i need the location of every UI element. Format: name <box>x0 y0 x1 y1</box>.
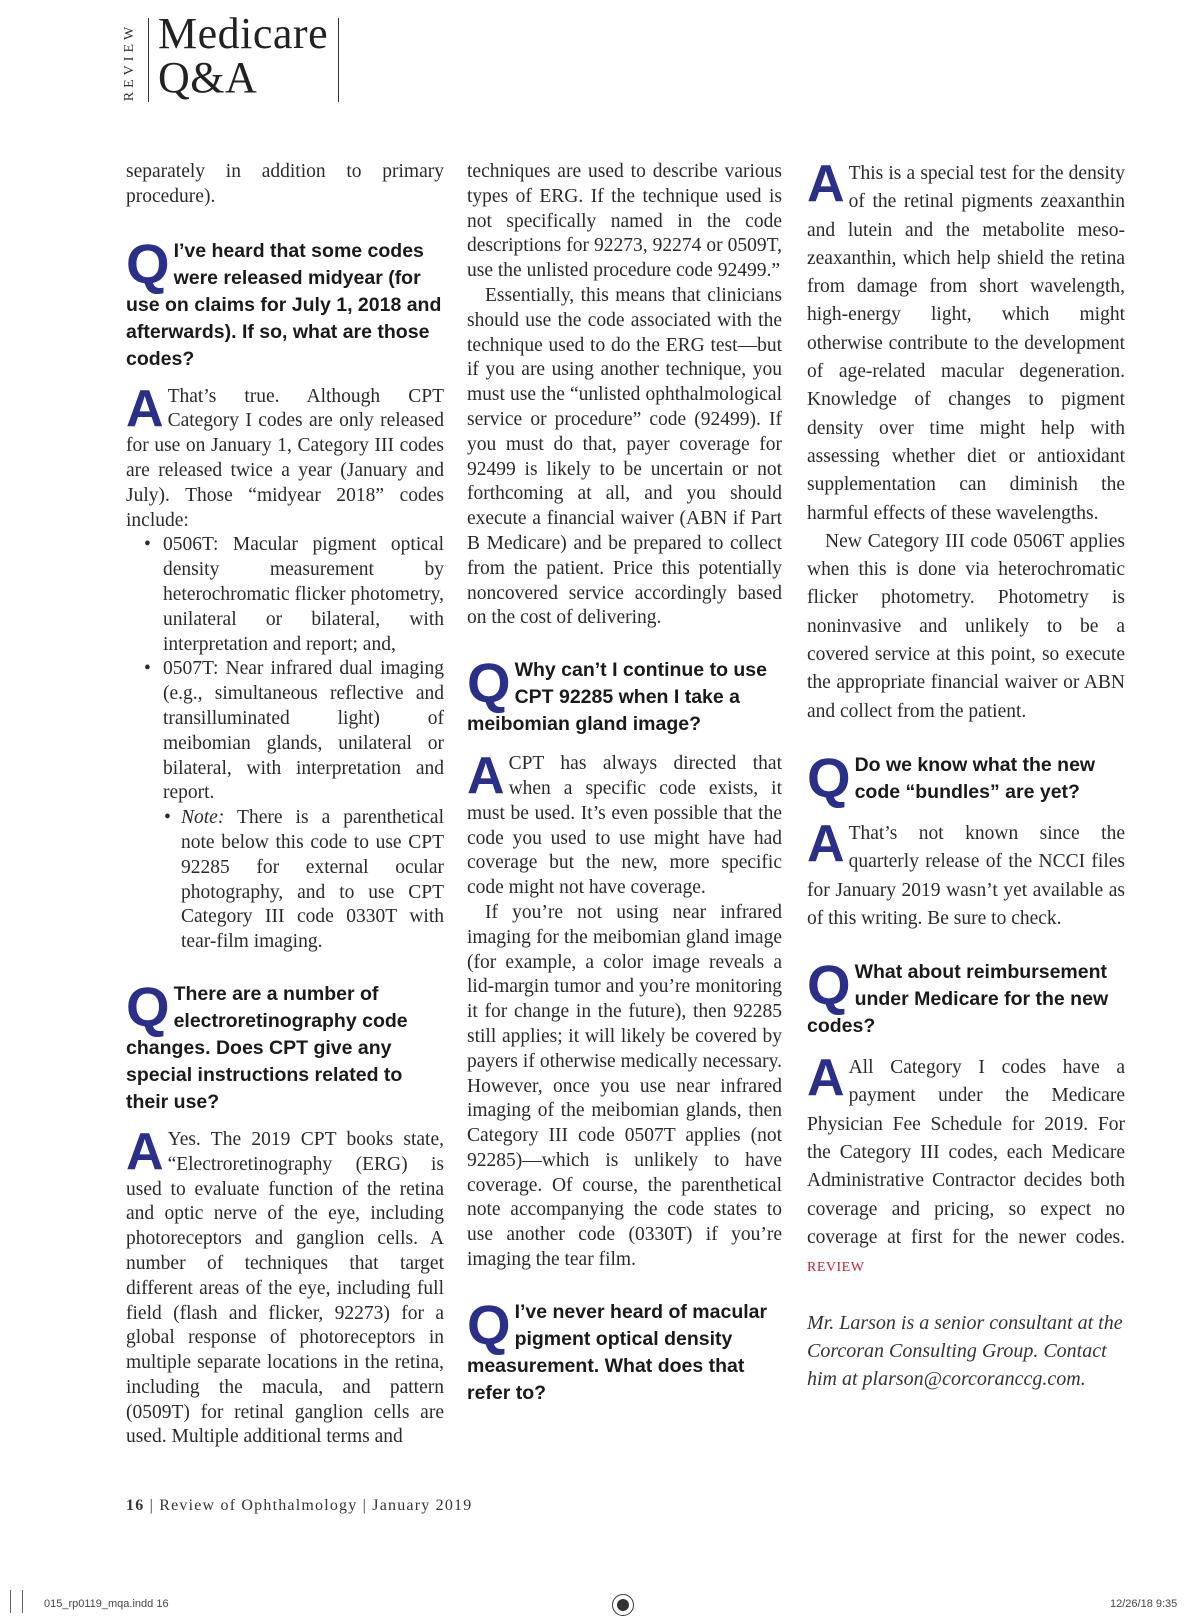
answer-text: That’s true. Although CPT Category I codes are only released for use on January 1, Category III codes are released twice a year (January and July). Those “midyear 2018” codes include: <box>126 385 444 531</box>
question-text: What about reimbursement under Medicare for the new codes? <box>807 961 1109 1038</box>
answer-drop-cap: A <box>807 1049 845 1108</box>
answer-drop-cap: A <box>126 1122 164 1181</box>
bullet-icon: • <box>164 807 171 829</box>
answer-5 <box>807 814 1125 933</box>
page-footer <box>126 1497 472 1515</box>
question-drop-cap: Q <box>467 1292 511 1356</box>
column-3 <box>807 155 1125 1393</box>
question-2 <box>126 974 444 1116</box>
print-slug-date: 12/26/18 9:35 <box>1110 1598 1178 1610</box>
print-slug-file: 015_rp0119_mqa.indd 16 <box>44 1598 169 1610</box>
header-divider-right <box>338 18 339 102</box>
page-title <box>158 9 329 102</box>
continued-paragraph: techniques are used to describe various types of ERG. If the technique used is not specifically named in the code descriptions for 92273, 92274 or 0509T, use the unlisted procedure code 92499.” <box>467 161 782 282</box>
answer-6 <box>807 1049 1125 1282</box>
answer-text: CPT has always directed that when a specific code exists, it must be used. It’s even possible that the code you used to use might have had coverage but the new, more specific code might not have coverage. <box>467 753 782 899</box>
publication-name: Review of Ophthalmology <box>159 1497 358 1514</box>
list-item-note <box>126 806 444 955</box>
body-paragraph: Essentially, this means that clinicians should use the code associated with the technique used to do the ERG test—but if you are using another technique, you must use the “unlisted ophthalmological service or procedure” code (92499). If you must do that, payer coverage for 92499 is likely to be uncertain or not forthcoming at all, and you should execute a financial waiver (ABN if Part B Medicare) and be prepared to collect from the patient. Price this potentially noncovered service accordingly based on the cost of delivering. <box>467 284 782 629</box>
question-text: I’ve never heard of macular pigment optical density measurement. What does that refer to? <box>467 1300 768 1404</box>
body-paragraph: If you’re not using near infrared imaging for the meibomian gland image (for example, a color image reveals a lid-margin tumor and you’re monitoring it for change in the future), then 92285 still applies; it will likely be covered by payers if otherwise medically necessary. However, once you use near infrared imaging of the meibomian glands, then Category III code 0507T applies (not 92285)—which is unlikely to have coverage. Of course, the parenthetical note accompanying the code states to use another code (0330T) if you’re imaging the tear film. <box>467 901 782 1271</box>
question-drop-cap: Q <box>126 974 170 1038</box>
question-drop-cap: Q <box>467 651 511 715</box>
answer-drop-cap: A <box>807 814 845 873</box>
answer-2 <box>126 1122 444 1450</box>
answer-text: That’s not known since the quarterly release of the NCCI files for January 2019 wasn’t yet available as of this writing. Be sure to check. <box>807 822 1125 929</box>
question-text: I’ve heard that some codes were released midyear (for use on claims for July 1, 2018 and afterwards). If so, what are those codes? <box>126 239 442 370</box>
question-1 <box>126 231 444 373</box>
page-number: 16 <box>126 1497 145 1514</box>
header-divider-left <box>148 18 149 102</box>
bullet-icon: • <box>144 534 151 556</box>
crop-mark <box>22 1590 23 1613</box>
question-drop-cap: Q <box>126 231 170 295</box>
body-paragraph: New Category III code 0506T applies when this is done via heterochromatic flicker photometry. Photometry is noninvasive and unlikely to be a covered service at this point, so execute the appropriate financial waiver or ABN and collect from the patient. <box>807 530 1125 722</box>
question-drop-cap: Q <box>807 953 851 1017</box>
question-4 <box>467 1292 782 1407</box>
question-3 <box>467 651 782 738</box>
answer-drop-cap: A <box>807 155 845 213</box>
column-2 <box>467 160 782 1407</box>
title-line-2: Q&A <box>158 53 258 102</box>
continued-paragraph: separately in addition to primary procedure). <box>126 161 444 207</box>
question-6 <box>807 953 1125 1040</box>
section-tag-label: REVIEW <box>122 22 137 102</box>
answer-1 <box>126 379 444 534</box>
end-mark: REVIEW <box>807 1260 865 1276</box>
list-item-text: 0507T: Near infrared dual imaging (e.g., simultaneous reflective and transilluminated light) of meibomian glands, unilateral or bilateral, with interpretation and report. <box>163 658 444 804</box>
list-item <box>126 657 444 806</box>
list-item-text: 0506T: Macular pigment optical density measurement by heterochromatic flicker photometry, unilateral or bilateral, with interpretation and report; and, <box>163 534 444 655</box>
list-item <box>126 533 444 657</box>
note-text: There is a parenthetical note below this code to use CPT 92285 for external ocular photography, and to use CPT Category III code 0330T with tear-film imaging. <box>181 807 444 953</box>
section-tag <box>118 24 142 104</box>
question-text: Why can’t I continue to use CPT 92285 when I take a meibomian gland image? <box>467 659 767 736</box>
note-label: Note: <box>181 807 225 829</box>
answer-text: All Category I codes have a payment under the Medicare Physician Fee Schedule for 2019. For the Category III codes, each Medicare Administrative Contractor decides both coverage and pricing, so expect no coverage at first for the newer codes. <box>807 1057 1125 1248</box>
crop-mark <box>10 1590 11 1613</box>
title-line-1: Medicare <box>158 9 329 58</box>
bullet-icon: • <box>144 658 151 680</box>
question-drop-cap: Q <box>807 745 851 809</box>
column-1 <box>126 160 444 1450</box>
question-5 <box>807 745 1125 809</box>
footer-separator: | <box>149 1497 155 1514</box>
answer-text: This is a special test for the density of the retinal pigments zeaxanthin and lutein and the metabolite meso-zeaxanthin, which help shield the retina from damage from short wavelength, high-energy light, which might otherwise contribute to the development of age-related macular degeneration. Knowledge of changes to pigment density over time might help with assessing whether diet or antioxidant supplementation can diminish the harmful effects of these wavelengths. <box>807 163 1125 524</box>
issue-date: January 2019 <box>372 1497 473 1514</box>
answer-drop-cap: A <box>467 747 505 806</box>
author-byline: Mr. Larson is a senior consultant at the Corcoran Consulting Group. Contact him at plarson@corcoranccg.com. <box>807 1311 1123 1391</box>
question-text: Do we know what the new code “bundles” are yet? <box>854 753 1096 803</box>
footer-separator: | <box>362 1497 368 1514</box>
answer-drop-cap: A <box>126 379 164 438</box>
code-list <box>126 533 444 955</box>
question-text: There are a number of electroretinography code changes. Does CPT give any special instructions related to their use? <box>126 982 408 1113</box>
answer-4 <box>807 155 1125 528</box>
answer-3 <box>467 747 782 901</box>
answer-text: Yes. The 2019 CPT books state, “Electroretinography (ERG) is used to evaluate function of the retina and optic nerve of the eye, including photoreceptors and ganglion cells. A number of techniques that target different areas of the eye, including full field (flash and flicker, 92273) for a global response of photoreceptors in multiple separate locations in the retina, including the macula, and pattern (0509T) for retinal ganglion cells are used. Multiple additional terms and <box>126 1128 444 1448</box>
